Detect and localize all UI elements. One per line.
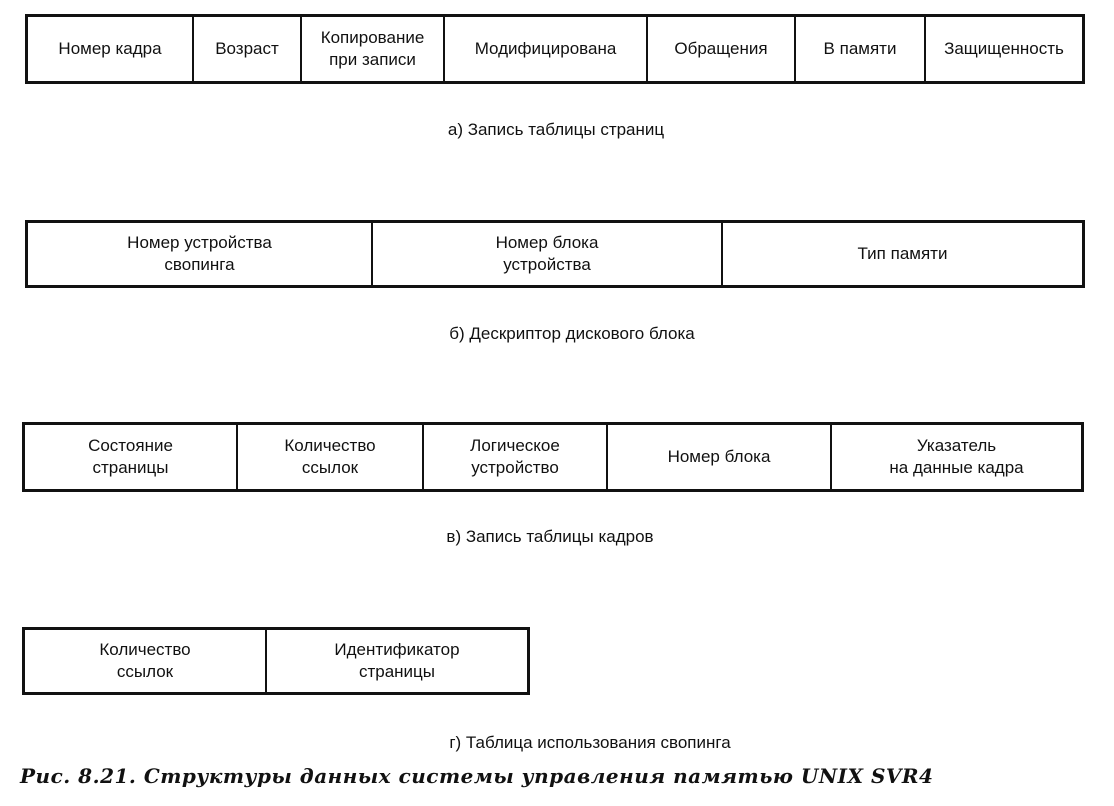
caption-swap-use-table: г) Таблица использования свопинга: [449, 733, 731, 752]
field-protection: Защищенность: [944, 39, 1064, 58]
disk-block-descriptor-record: [25, 220, 1085, 288]
field-copy-on-write: Копирование при записи: [302, 17, 445, 81]
field-device-block-number: Номер блока устройства: [373, 223, 723, 285]
field-pfdata-pointer: Указатель на данные кадра: [889, 436, 1024, 477]
field-age: Возраст: [194, 17, 302, 81]
field-reference-count: Количество ссылок: [238, 425, 424, 489]
field-valid: В памяти: [796, 17, 926, 81]
field-storage-type: Тип памяти: [857, 244, 948, 263]
caption-disk-block-descriptor: б) Дескриптор дискового блока: [449, 324, 695, 343]
caption-page-table-entry: а) Запись таблицы страниц: [447, 120, 665, 139]
swap-use-table-record: [22, 627, 530, 695]
field-page-identifier: Идентификатор страницы: [334, 640, 460, 681]
page-table-entry-record: [25, 14, 1085, 84]
field-modified: Модифицирована: [445, 17, 648, 81]
caption-frame-table-entry: в) Запись таблицы кадров: [446, 527, 654, 546]
field-page-state: Состояние страницы: [25, 425, 238, 489]
figure-caption: Рис. 8.21. Структуры данных системы управления памятью UNIX SVR4: [20, 764, 934, 788]
frame-table-entry-record: [22, 422, 1084, 492]
field-block-number: Номер блока: [608, 425, 832, 489]
field-reference-count: Количество ссылок: [25, 630, 267, 692]
field-referenced: Обращения: [648, 17, 796, 81]
field-logical-device: Логическое устройство: [424, 425, 608, 489]
field-frame-number: Номер кадра: [28, 17, 194, 81]
field-swap-device-number: Номер устройства свопинга: [28, 223, 373, 285]
